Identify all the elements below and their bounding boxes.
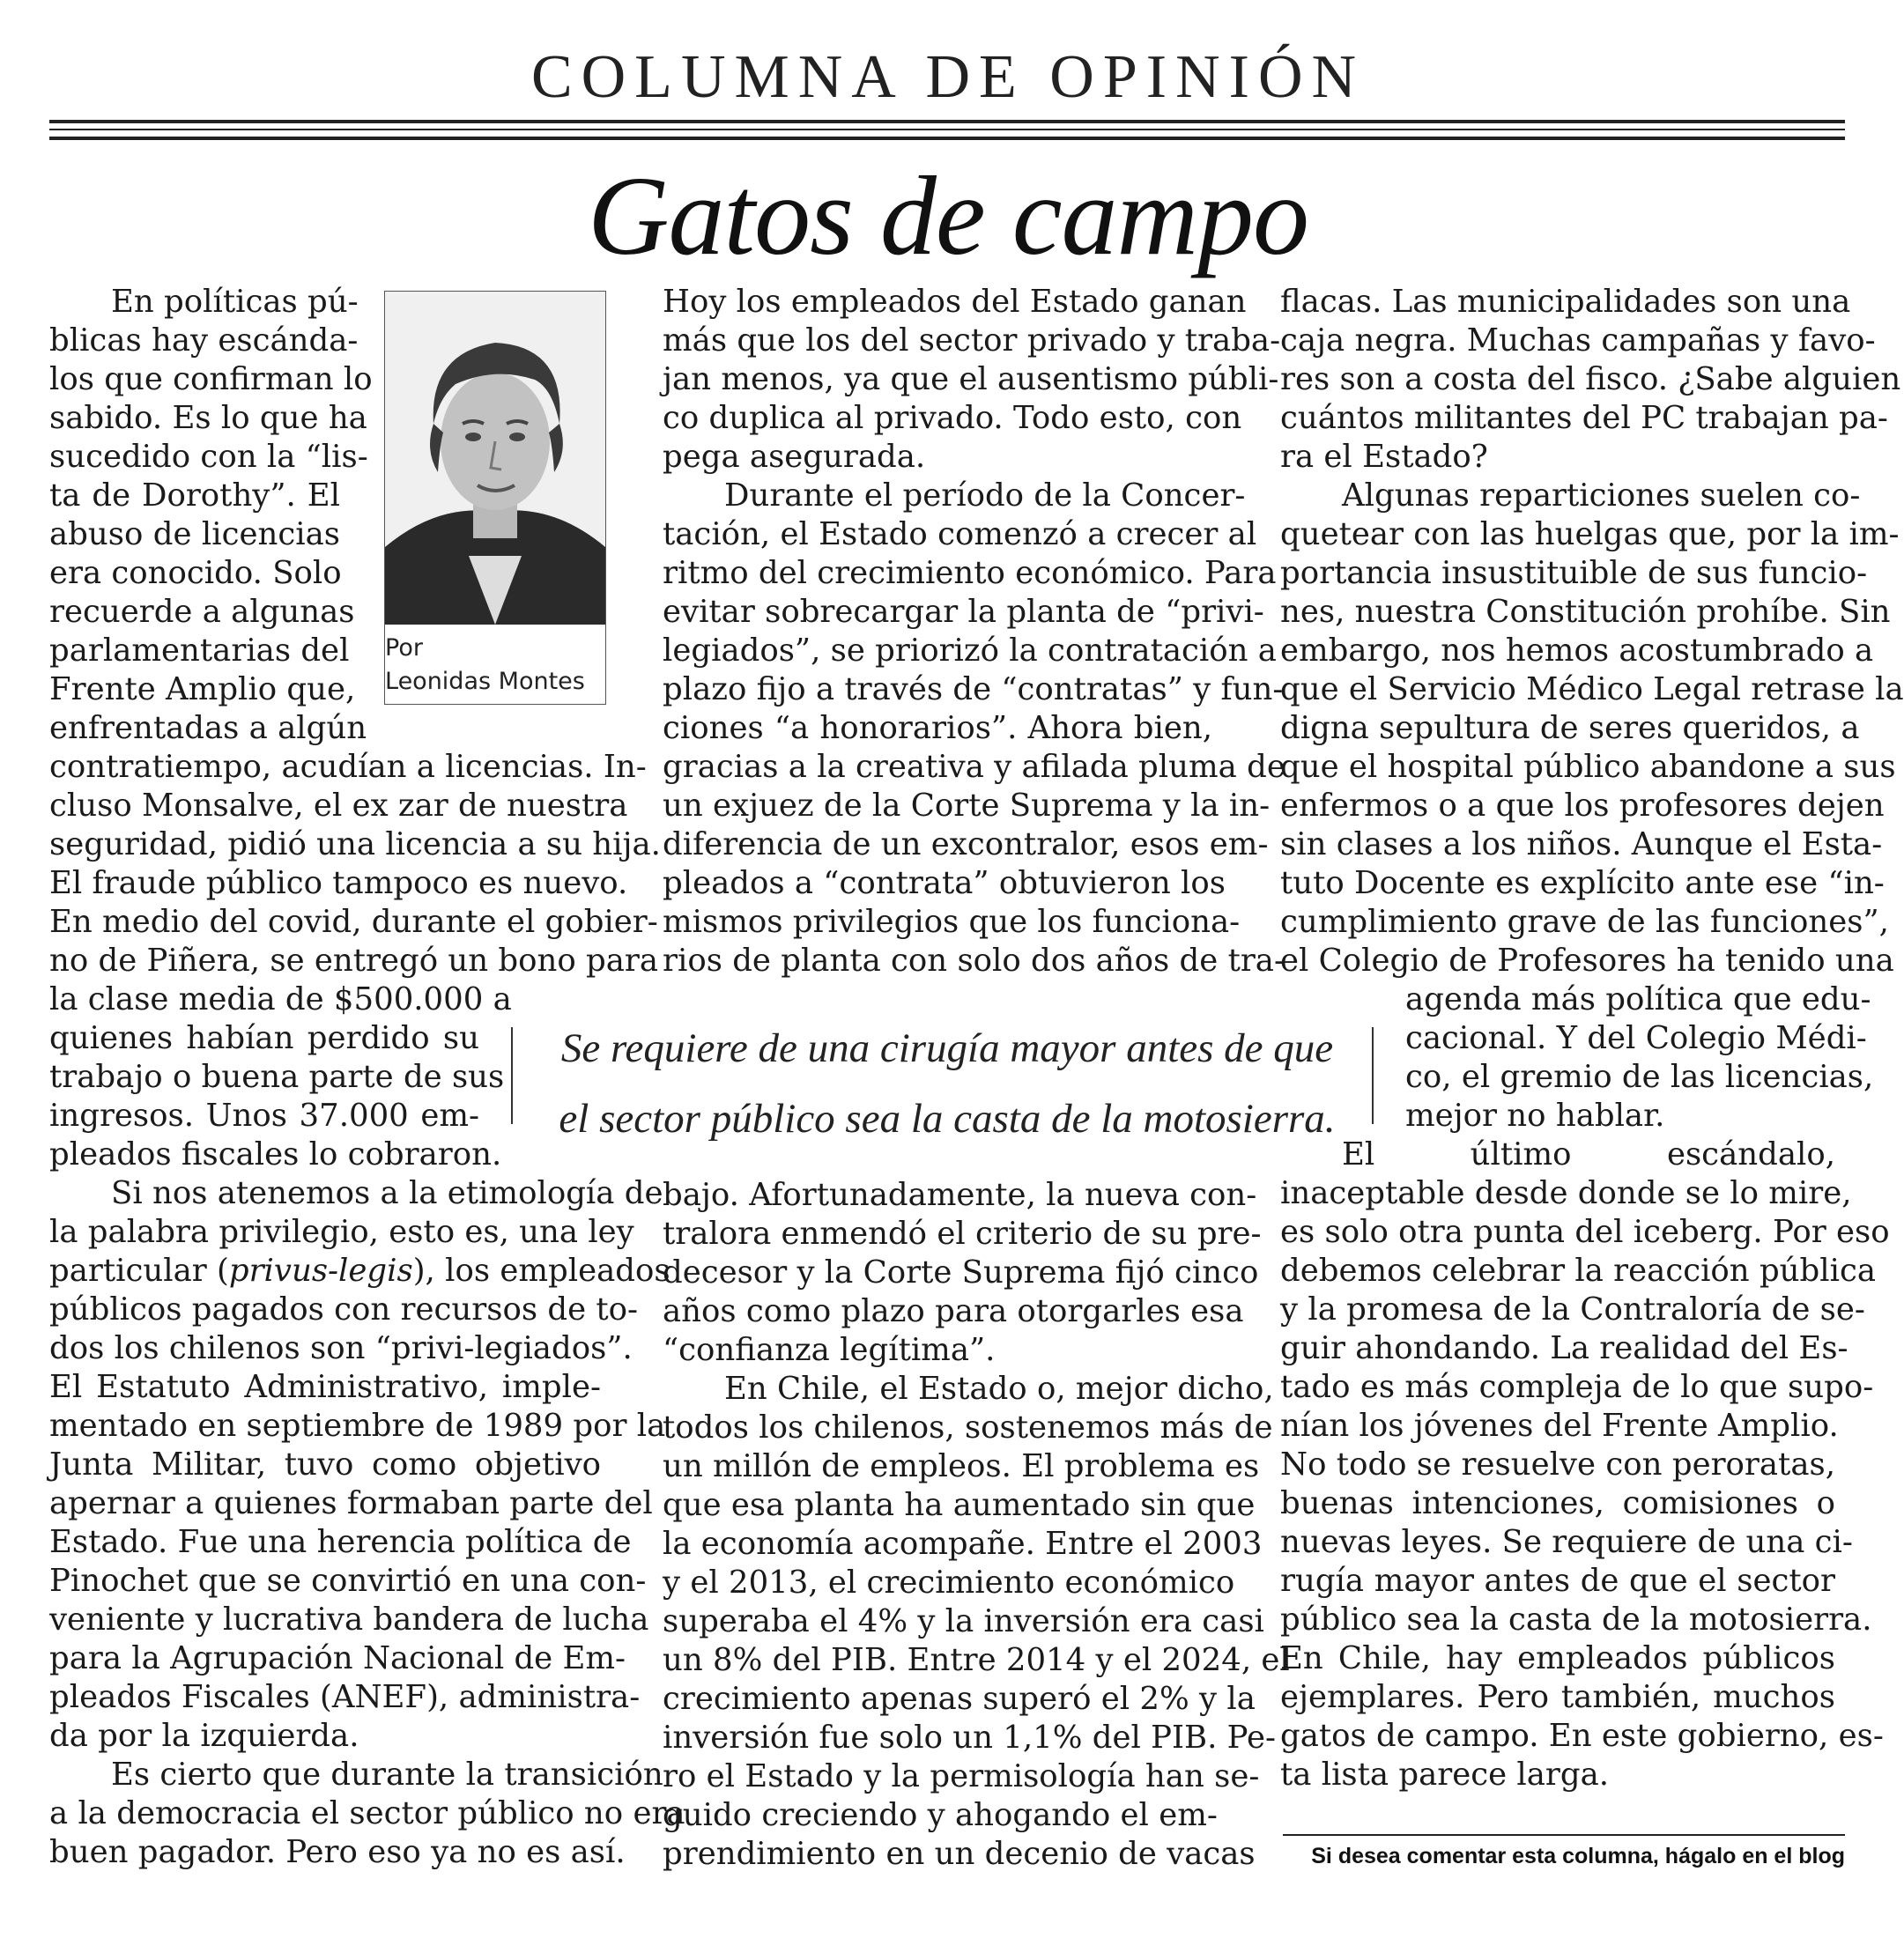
text-line: gatos de campo. En este gobierno, es-	[1280, 1718, 1884, 1754]
text-line: diferencia de un excontralor, esos em-	[663, 826, 1269, 862]
text-line: El último escándalo,	[1342, 1136, 1835, 1173]
text-line: ciones “a honorarios”. Ahora bien,	[663, 710, 1212, 746]
text-line: ta de Dorothy”. El	[49, 477, 340, 514]
headline: Gatos de campo	[588, 153, 1308, 278]
section-header: COLUMNA DE OPINIÓN	[530, 43, 1366, 111]
text-line: tación, el Estado comenzó a crecer al	[663, 516, 1257, 552]
text-line: los que confirman lo	[49, 361, 373, 397]
text-line: Algunas reparticiones suelen co-	[1342, 477, 1861, 514]
text-line: Es cierto que durante la transición	[111, 1757, 663, 1793]
text-fragment: ), los empleados	[412, 1253, 670, 1289]
pull-quote-line: Se requiere de una cirugía mayor antes de que	[560, 1025, 1334, 1071]
text-line: guido creciendo y ahogando el em-	[663, 1797, 1218, 1833]
text-line: rios de planta con solo dos años de tra-	[663, 943, 1285, 979]
column-3-beside-quote	[1405, 980, 1874, 1136]
text-line: sucedido con la “lis-	[49, 439, 368, 475]
header-rule-middle	[49, 129, 1845, 130]
text-line: que el Servicio Médico Legal retrase la	[1280, 671, 1904, 707]
text-line: quetear con las huelgas que, por la im-	[1280, 516, 1900, 552]
text-line: enfermos o a que los profesores dejen	[1280, 788, 1885, 824]
text-line: buenas intenciones, comisiones o	[1280, 1485, 1835, 1521]
text-line: ingresos. Unos 37.000 em-	[49, 1098, 479, 1134]
text-line: más que los del sector privado y traba-	[663, 322, 1281, 359]
text-line: la clase media de $500.000 a	[49, 981, 512, 1017]
text-line: y el 2013, el crecimiento económico	[663, 1565, 1235, 1601]
text-line: inversión fue solo un 1,1% del PIB. Pe-	[663, 1720, 1276, 1756]
text-line: Estado. Fue una herencia política de	[49, 1524, 632, 1560]
text-line: agenda más política que edu-	[1405, 981, 1871, 1017]
text-line: público sea la casta de la motosierra.	[1280, 1602, 1872, 1638]
text-line: Hoy los empleados del Estado ganan	[663, 284, 1247, 320]
text-line: prendimiento en un decenio de vacas	[663, 1836, 1256, 1872]
text-line: bajo. Afortunadamente, la nueva con-	[663, 1177, 1257, 1213]
text-line: evitar sobrecargar la planta de “privi-	[663, 594, 1264, 630]
text-line: ro el Estado y la permisología han se-	[663, 1758, 1260, 1794]
text-line: Junta Militar, tuvo como objetivo	[49, 1446, 601, 1483]
text-line: la palabra privilegio, esto es, una ley	[49, 1214, 634, 1250]
text-line: tado es más compleja de lo que supo-	[1280, 1369, 1874, 1405]
text-line: abuso de licencias	[49, 516, 340, 552]
text-line: sabido. Es lo que ha	[49, 400, 367, 436]
text-line: tuto Docente es explícito ante ese “in-	[1280, 865, 1885, 901]
header-rule-top	[49, 120, 1845, 123]
text-line: cuántos militantes del PC trabajan pa-	[1280, 400, 1888, 436]
text-line: Pinochet que se convirtió en una con-	[49, 1563, 647, 1599]
text-line: todos los chilenos, sostenemos más de	[663, 1409, 1273, 1446]
text-line: En medio del covid, durante el gobier-	[49, 904, 658, 940]
text-fragment: particular (	[49, 1253, 229, 1289]
text-line: nes, nuestra Constitución prohíbe. Sin	[1280, 594, 1891, 630]
pull-quote	[511, 1013, 1383, 1154]
column-1-beside-quote	[49, 980, 512, 1174]
text-line: un 8% del PIB. Entre 2014 y el 2024, el	[663, 1642, 1290, 1678]
footer-rule	[1283, 1834, 1845, 1836]
column-1-beside-photo	[49, 283, 373, 748]
text-line: pleados fiscales lo cobraron.	[49, 1136, 502, 1173]
text-line: blicas hay escánda-	[49, 322, 359, 359]
text-line: quienes habían perdido su	[49, 1020, 479, 1056]
text-line: a la democracia el sector público no era	[49, 1795, 685, 1831]
text-line: públicos pagados con recursos de to-	[49, 1291, 638, 1328]
text-line: la economía acompañe. Entre el 2003	[663, 1526, 1263, 1562]
text-line: contratiempo, acudían a licencias. In-	[49, 749, 647, 785]
text-line: El Estatuto Administrativo, imple-	[49, 1369, 601, 1405]
column-3	[1280, 283, 1904, 1794]
text-line: Durante el período de la Concer-	[724, 477, 1246, 514]
text-line: sin clases a los niños. Aunque el Esta-	[1280, 826, 1883, 862]
text-line: “confianza legítima”.	[663, 1332, 996, 1368]
text-line: En Chile, el Estado o, mejor dicho,	[724, 1371, 1274, 1407]
text-line: que el hospital público abandone a sus	[1280, 749, 1896, 785]
text-line: Si nos atenemos a la etimología de	[111, 1175, 663, 1211]
text-line: es solo otra punta del iceberg. Por eso	[1280, 1214, 1890, 1250]
text-line: ejemplares. Pero también, muchos	[1280, 1679, 1835, 1715]
text-line: En Chile, hay empleados públicos	[1280, 1640, 1835, 1676]
text-line: En políticas pú-	[111, 284, 359, 320]
text-line: portancia insustituible de sus funcio-	[1280, 555, 1868, 591]
text-line	[49, 1252, 670, 1291]
text-line: el Colegio de Profesores ha tenido una	[1280, 943, 1894, 979]
text-line: y la promesa de la Contraloría de se-	[1280, 1291, 1865, 1328]
pull-quote-line: el sector público sea la casta de la motosierra.	[559, 1096, 1336, 1142]
text-line: mejor no hablar.	[1405, 1098, 1665, 1134]
text-line: nían los jóvenes del Frente Amplio.	[1280, 1408, 1839, 1444]
text-line: veniente y lucrativa bandera de lucha	[49, 1602, 649, 1638]
text-line: apernar a quienes formaban parte del	[49, 1485, 653, 1521]
column-2-upper	[663, 283, 1285, 980]
text-line: mentado en septiembre de 1989 por la	[49, 1408, 666, 1444]
author-name: Leonidas Montes	[385, 668, 585, 695]
text-line: trabajo o buena parte de sus	[49, 1059, 505, 1095]
text-line: embargo, nos hemos acostumbrado a	[1280, 633, 1874, 669]
text-line: mismos privilegios que los funciona-	[663, 904, 1241, 940]
text-line: plazo fijo a través de “contratas” y fun-	[663, 671, 1284, 707]
text-line: da por la izquierda.	[49, 1718, 359, 1754]
text-line: para la Agrupación Nacional de Em-	[49, 1640, 626, 1676]
blog-comment-note: Si desea comentar esta columna, hágalo en el blog	[1311, 1844, 1845, 1868]
text-line: recuerde a algunas	[49, 594, 355, 630]
text-line: un millón de empleos. El problema es	[663, 1448, 1260, 1484]
text-line: buen pagador. Pero eso ya no es así.	[49, 1834, 626, 1870]
text-line: parlamentarias del	[49, 633, 350, 669]
text-line: gracias a la creativa y afilada pluma de	[663, 749, 1285, 785]
text-line: enfrentadas a algún	[49, 710, 367, 746]
column-3-lower	[1280, 1136, 1890, 1794]
column-2-lower	[663, 1176, 1290, 1874]
text-line: El fraude público tampoco es nuevo.	[49, 865, 628, 901]
column-1-lower	[49, 1174, 685, 1872]
text-line: inaceptable desde donde se lo mire,	[1280, 1175, 1852, 1211]
text-line: digna sepultura de seres queridos, a	[1280, 710, 1860, 746]
text-line: dos los chilenos son “privi-legiados”.	[49, 1330, 633, 1366]
column-3-upper	[1280, 283, 1904, 980]
text-line: co, el gremio de las licencias,	[1405, 1059, 1874, 1095]
text-line: no de Piñera, se entregó un bono para	[49, 943, 659, 979]
text-line: años como plazo para otorgarles esa	[663, 1293, 1244, 1329]
text-line: res son a costa del fisco. ¿Sabe alguien	[1280, 361, 1901, 397]
text-line: pleados Fiscales (ANEF), administra-	[49, 1679, 641, 1715]
text-line: co duplica al privado. Todo esto, con	[663, 400, 1242, 436]
text-line: pega asegurada.	[663, 439, 926, 475]
text-line: superaba el 4% y la inversión era casi	[663, 1603, 1264, 1639]
column-1-wide	[49, 748, 661, 980]
text-line: ta lista parece larga.	[1280, 1757, 1610, 1793]
text-line: que esa planta ha aumentado sin que	[663, 1487, 1256, 1523]
text-line: caja negra. Muchas campañas y favo-	[1280, 322, 1876, 359]
text-line: decesor y la Corte Suprema fijó cinco	[663, 1254, 1259, 1291]
text-line: cluso Monsalve, el ex zar de nuestra	[49, 788, 628, 824]
text-line: seguridad, pidió una licencia a su hija.	[49, 826, 661, 862]
text-line: jan menos, ya que el ausentismo públi-	[663, 361, 1279, 397]
text-line: cumplimiento grave de las funciones”,	[1280, 904, 1889, 940]
latin-term: privus-legis	[228, 1253, 413, 1289]
text-line: tralora enmendó el criterio de su pre-	[663, 1216, 1262, 1252]
text-line: debemos celebrar la reacción pública	[1280, 1253, 1877, 1289]
text-line: era conocido. Solo	[49, 555, 342, 591]
text-line: ra el Estado?	[1280, 439, 1488, 475]
text-line: guir ahondando. La realidad del Es-	[1280, 1330, 1848, 1366]
text-line: rugía mayor antes de que el sector	[1280, 1563, 1835, 1599]
text-line: nuevas leyes. Se requiere de una ci-	[1280, 1524, 1853, 1560]
text-line: pleados a “contrata” obtuvieron los	[663, 865, 1226, 901]
text-line: ritmo del crecimiento económico. Para	[663, 555, 1277, 591]
text-line: legiados”, se priorizó la contratación a	[663, 633, 1277, 669]
text-line: crecimiento apenas superó el 2% y la	[663, 1681, 1256, 1717]
text-line: No todo se resuelve con peroratas,	[1280, 1446, 1835, 1483]
text-line: Frente Amplio que,	[49, 671, 356, 707]
text-line: cacional. Y del Colegio Médi-	[1405, 1020, 1867, 1056]
text-line: flacas. Las municipalidades son una	[1280, 284, 1851, 320]
byline-prefix: Por	[385, 634, 423, 662]
text-line: un exjuez de la Corte Suprema y la in-	[663, 788, 1271, 824]
header-rule-bottom	[49, 137, 1845, 140]
